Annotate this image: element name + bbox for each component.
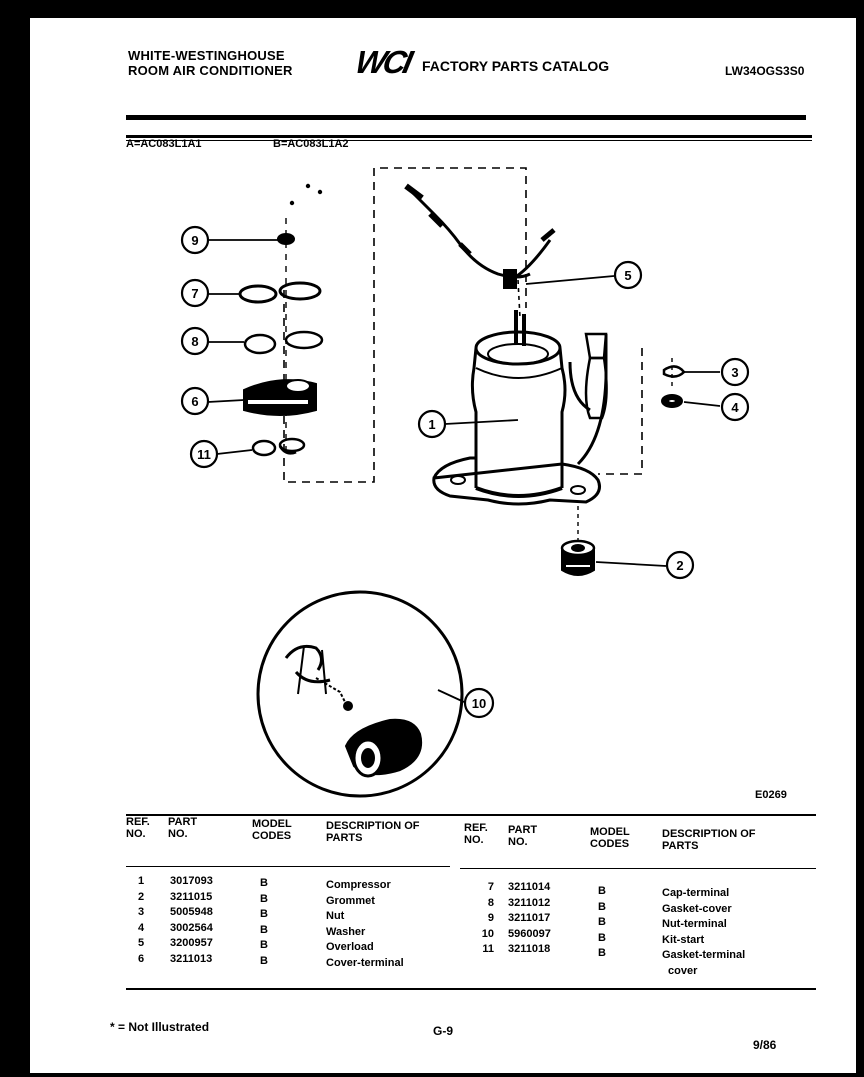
table-row: Cover-terminal <box>326 956 404 969</box>
callout-1-label: 1 <box>428 417 436 432</box>
table-row: Nut-terminal <box>662 918 727 930</box>
right-ref-column <box>476 880 494 958</box>
exploded-parts-diagram <box>30 18 856 798</box>
table-row: 6 <box>138 952 145 965</box>
table-row: Grommet <box>326 894 375 907</box>
callout-8-label: 8 <box>191 334 199 349</box>
left-model-column <box>260 876 268 969</box>
figure-code: E0269 <box>755 789 787 801</box>
table-row: 9 <box>487 912 494 924</box>
callout-4-label: 4 <box>731 400 739 415</box>
table-row: 3002564 <box>170 921 213 934</box>
table-row: B <box>598 900 606 913</box>
doc-number: LW34OGS3S0 <box>725 64 805 78</box>
left-desc-column <box>326 878 404 971</box>
header-model-right: MODEL CODES <box>590 826 630 850</box>
table-row: B <box>598 885 606 897</box>
table-row: Nut <box>326 910 345 922</box>
table-row: 7 <box>487 881 494 893</box>
page-number: G-9 <box>433 1024 454 1038</box>
table-row: B <box>260 923 268 936</box>
table-row: 3200957 <box>170 937 213 949</box>
table-row: Cap-terminal <box>662 887 730 899</box>
callout-9-label: 9 <box>191 233 199 248</box>
header-ref-right: REF. NO. <box>464 822 488 846</box>
callout-6-label: 6 <box>191 394 199 409</box>
right-part-column <box>508 880 551 958</box>
revision-date: 9/86 <box>753 1038 777 1052</box>
table-row: B <box>260 908 268 920</box>
catalog-title: FACTORY PARTS CATALOG <box>422 58 610 74</box>
right-model-column <box>598 884 606 962</box>
table-row: B <box>260 954 268 967</box>
table-row: B <box>598 916 606 928</box>
catalog-page <box>30 18 856 1073</box>
table-row: Gasket-cover <box>662 902 732 915</box>
table-row: 3211015 <box>170 890 213 903</box>
table-row: 3211018 <box>508 943 551 955</box>
table-row: 5005948 <box>170 906 213 918</box>
table-row: B <box>260 877 268 889</box>
left-part-column <box>170 874 213 967</box>
header-desc-right: DESCRIPTION OF PARTS <box>662 828 756 852</box>
table-row: B <box>598 931 606 944</box>
table-row: 8 <box>487 896 494 909</box>
table-row: B <box>260 892 268 905</box>
callout-7-label: 7 <box>191 286 199 301</box>
table-row: Compressor <box>326 879 391 891</box>
header-part-right: PART NO. <box>508 824 538 848</box>
table-row: 3211012 <box>508 896 551 909</box>
table-row: 3 <box>138 906 145 918</box>
table-row: 4 <box>138 921 145 934</box>
table-row: Washer <box>326 925 366 938</box>
header-part-left: PART NO. <box>168 816 198 840</box>
wci-logo: WCI <box>352 44 414 80</box>
left-ref-column <box>138 874 144 967</box>
table-row: 5960097 <box>508 927 551 940</box>
table-row: 3211014 <box>508 881 551 893</box>
callout-5-label: 5 <box>624 268 632 283</box>
header-ref-left: REF. NO. <box>126 816 150 840</box>
table-row: 3017093 <box>170 875 213 887</box>
table-row: 11 <box>482 943 494 955</box>
table-row: 2 <box>138 890 145 903</box>
brand-line-1: WHITE-WESTINGHOUSE <box>128 48 285 63</box>
right-desc-column <box>662 886 745 979</box>
table-rule-mid-right <box>460 868 816 869</box>
brand-line-2: ROOM AIR CONDITIONER <box>128 63 293 78</box>
table-row: 1 <box>138 875 145 887</box>
table-row: Overload <box>326 941 374 953</box>
table-rule-bottom <box>126 988 816 990</box>
callout-11-label: 11 <box>197 447 211 462</box>
table-row: 3211013 <box>170 952 213 965</box>
model-a: A=AC083L1A1 <box>126 138 202 150</box>
footnote: * = Not Illustrated <box>110 1020 210 1034</box>
table-row: Kit-start <box>662 933 705 946</box>
table-row: B <box>598 947 606 959</box>
table-row: B <box>260 939 268 951</box>
table-row: 10 <box>481 927 494 940</box>
table-rule-mid-left <box>126 866 450 867</box>
table-row: 5 <box>138 937 145 949</box>
table-row: Gasket-terminal <box>662 949 746 961</box>
callout-3-label: 3 <box>731 365 739 380</box>
header-model-left: MODEL CODES <box>252 818 292 842</box>
callout-2-label: 2 <box>676 558 684 573</box>
table-row: 3211017 <box>508 912 551 924</box>
table-rule-top <box>126 814 816 816</box>
model-b: B=AC083L1A2 <box>273 138 349 150</box>
table-row: cover <box>668 964 698 977</box>
header-desc-left: DESCRIPTION OF PARTS <box>326 820 420 844</box>
callout-10-label: 10 <box>471 696 487 711</box>
